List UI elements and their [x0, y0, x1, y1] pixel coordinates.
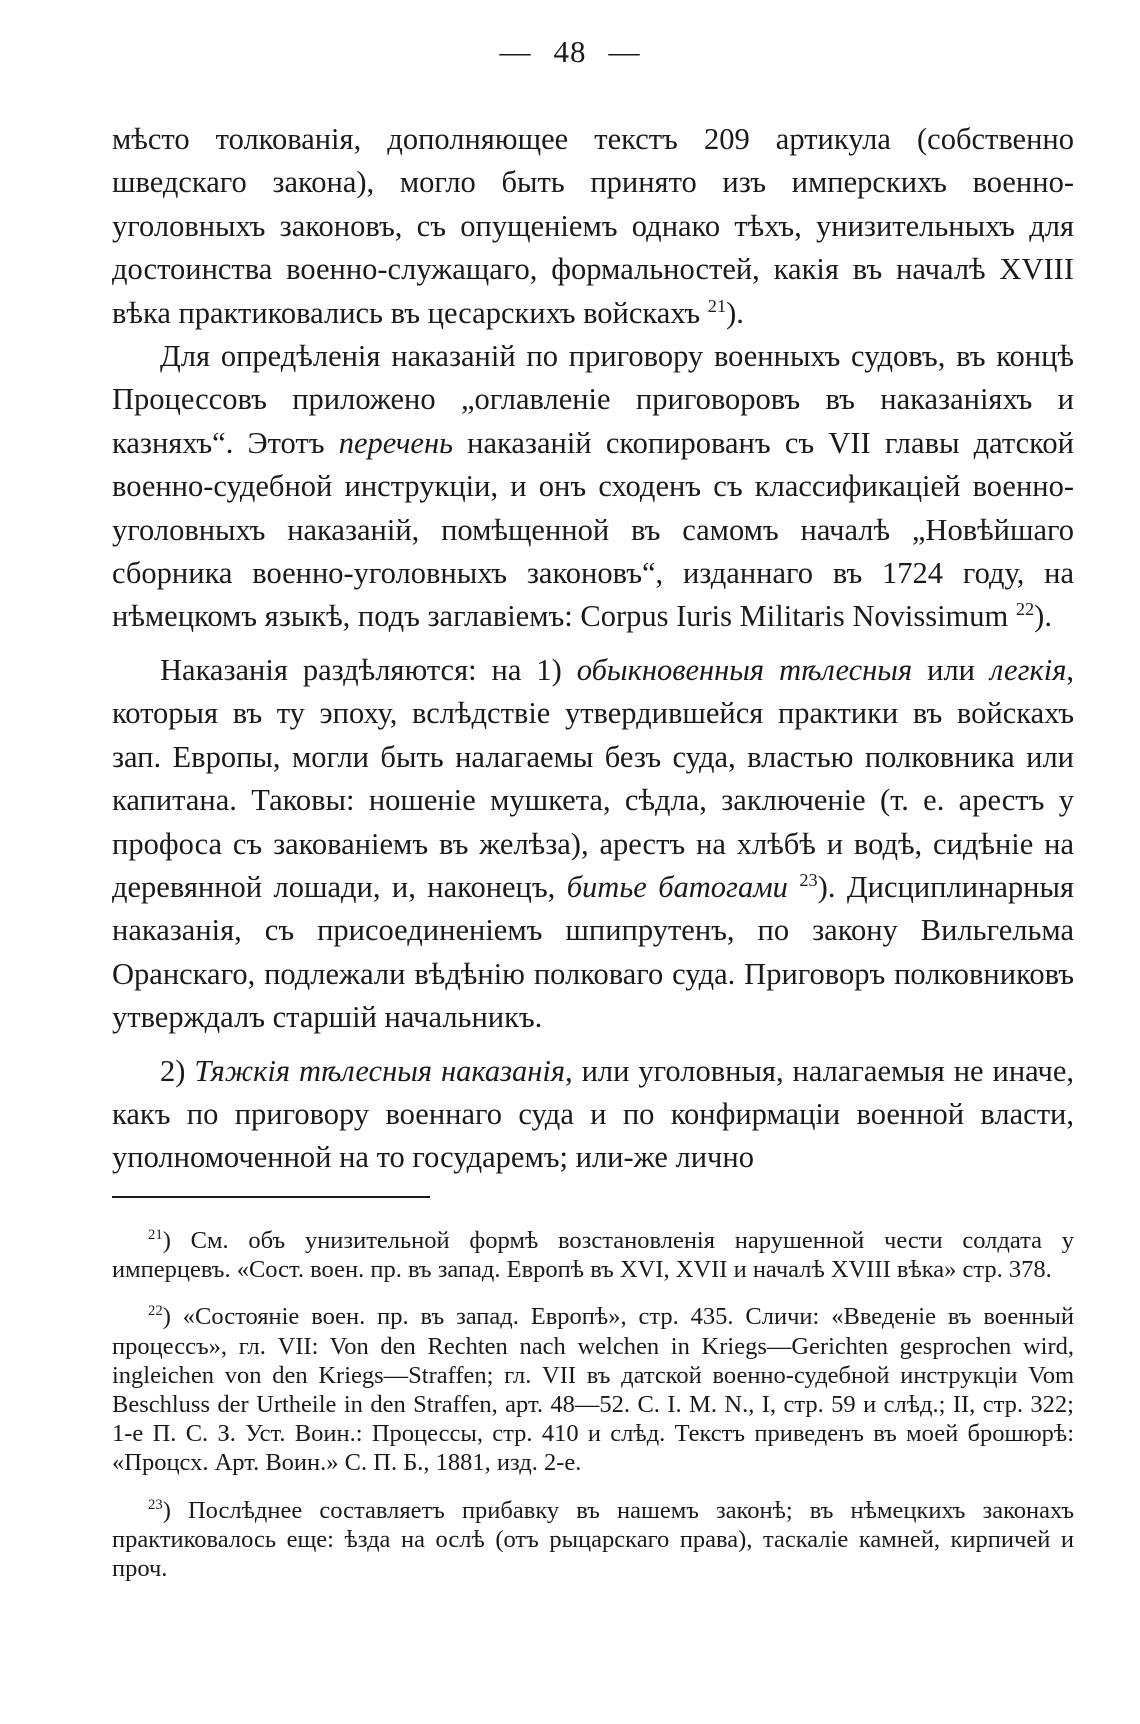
- paragraph-3: Наказанія раздѣляются: на 1) обыкновенныя тѣлесныя или легкія, которыя въ ту эпоху, вслѣдствіе утвердившейся практики въ войскахъ зап. Европы, могли быть налагаемы безъ суда, властью полковника или капитана. Таковы: ношеніе мушкета, сѣдла, заключеніе (т. е. арестъ у профоса съ закованіемъ въ желѣза), арестъ на хлѣбѣ и водѣ, сидѣніе на деревянной лошади, и, наконецъ, битье батогами $^{23}$). Дисциплинарныя наказанія, съ присоединеніемъ шпипрутенъ, по закону Вильгельма Оранскаго, подлежали вѣдѣнію полковаго суда. Приговоръ полковниковъ утверждалъ старшій начальникъ.: [112, 652, 1075, 1035]
- footnote-21: $^{21}$) См. объ унизительной формѣ возстановленія нарушенной чести солдата у имперцевъ. «Сост. воен. пр. въ запад. Европѣ въ XVI, XVII и началѣ XVIII вѣка» стр. 378.: [112, 1226, 1074, 1284]
- page-header: [0, 34, 1140, 70]
- page-number: 48: [553, 34, 587, 69]
- footnotes: [112, 1226, 1074, 1601]
- footnote-ref-22: 22: [1015, 599, 1035, 620]
- emphasis-perechen: перечень: [338, 425, 453, 460]
- emphasis-light: легкія: [989, 652, 1067, 687]
- paragraph-4: 2) Тяжкія тѣлесныя наказанія, или уголовныя, налагаемыя не иначе, какъ по приговору военнаго суда и по конфирмаціи военной власти, уполномоченной на то государемъ; или-же лично: [112, 1053, 1074, 1175]
- emphasis-heavy-corporal: Тяжкія тѣлесныя наказанія: [194, 1053, 566, 1088]
- emphasis-batogs: битье батогами: [566, 869, 788, 904]
- footnote-ref-21: 21: [707, 295, 727, 316]
- paragraph-2: Для опредѣленія наказаній по приговору военныхъ судовъ, въ концѣ Процессовъ приложено „оглавленіе приговоровъ въ наказаніяхъ и казняхъ“. Этотъ перечень наказаній скопированъ съ VII главы датской военно-судебной инструкціи, и онъ сходенъ съ классификаціей военно-уголовныхъ наказаній, помѣщенной въ самомъ началѣ „Новѣйшаго сборника военно-уголовныхъ законовъ“, изданнаго въ 1724 году, на нѣмецкомъ языкѣ, подъ заглавіемъ: Corpus Iuris Militaris Novissimum $^{22}$).: [112, 339, 1074, 634]
- footnote-22: $^{22}$) «Состояніе воен. пр. въ запад. Европѣ», стр. 435. Сличи: «Введеніе въ военный процессъ», гл. VII: Von den Rechten nach welchen in Kriegs—Gerichten gesprochen wird, ingleichen von den Kriegs—Straffen; гл. VII въ датской военно-судебной инструкціи Vom Beschluss der Urtheile in den Straffen, арт. 48—52. C. I. M. N., I, стр. 59 и слѣд.; II, стр. 322; 1-е П. С. З. Уст. Воин.: Процессы, стр. 410 и слѣд. Текстъ приведенъ въ моей брошюрѣ: «Процсх. Арт. Воин.» С. П. Б., 1881, изд. 2-е.: [112, 1303, 1074, 1477]
- footnote-23: $^{23}$) Послѣднее составляетъ прибавку въ нашемъ законѣ; въ нѣмецкихъ законахъ практиковалось еще: ѣзда на ослѣ (отъ рыцарскаго права), таскаліе камней, кирпичей и проч.: [112, 1496, 1074, 1583]
- main-text: [112, 118, 1074, 1180]
- header-dash-right: —: [608, 34, 641, 69]
- emphasis-ordinary-corporal: обыкновенныя тѣлесныя: [576, 652, 913, 687]
- paragraph-1: мѣсто толкованія, дополняющее текстъ 209 артикула (собственно шведскаго закона), могло быть принято изъ имперскихъ военно-уголовныхъ законовъ, съ опущеніемъ однако тѣхъ, унизительныхъ для достоинства военно-служащаго, формальностей, какія въ началѣ XVIII вѣка практиковались въ цесарскихъ войскахъ $^{21}$).: [112, 122, 1074, 330]
- footnote-ref-23: 23: [799, 869, 818, 890]
- header-dash-left: —: [499, 34, 532, 69]
- footnote-divider: [112, 1196, 430, 1198]
